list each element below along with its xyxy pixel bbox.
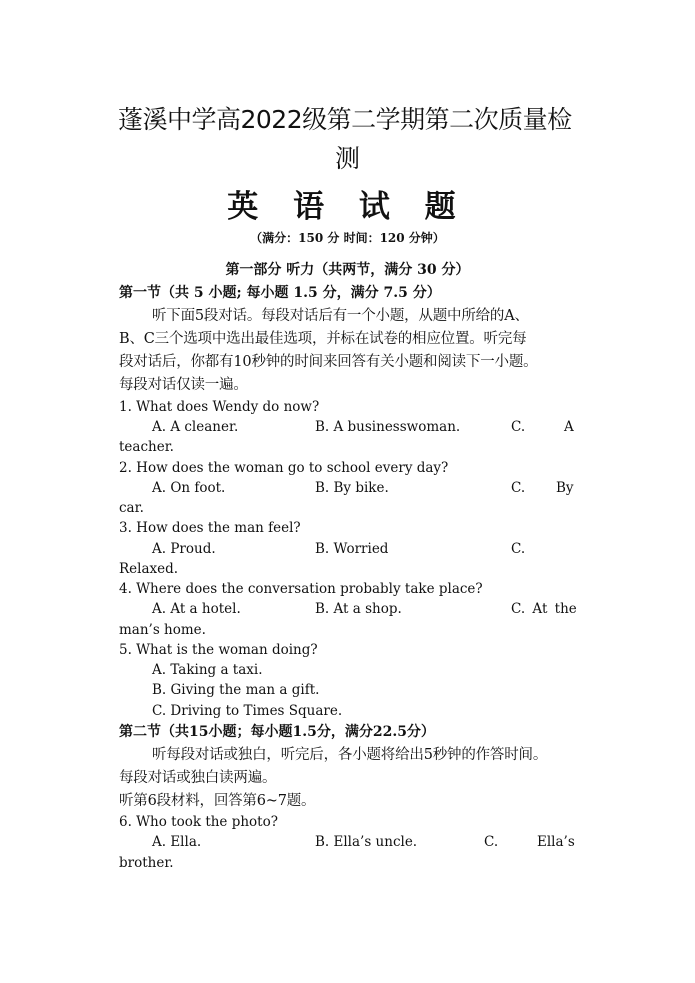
- question-4-stem: 4. Where does the conversation probably take place?: [119, 581, 483, 597]
- question-6-option-a: A. Ella.: [152, 834, 202, 850]
- section1-instruction-1: 听下面5段对话。每段对话后有一个小题，从题中所给的A、: [152, 308, 529, 324]
- exam-title-line2: 测: [334, 144, 360, 173]
- section2-heading: 第二节（共15小题；每小题1.5分，满分22.5分）: [119, 724, 435, 740]
- question-3-option-c-wrap: Relaxed.: [119, 561, 179, 577]
- question-4-option-c-label: C. At the: [511, 601, 577, 617]
- question-1-option-c-wrap: teacher.: [119, 439, 174, 455]
- question-5-stem: 5. What is the woman doing?: [119, 642, 318, 658]
- section1-instruction-3: 段对话后，你都有10秒钟的时间来回答有关小题和阅读下一小题。: [119, 354, 538, 370]
- question-4-option-a: A. At a hotel.: [152, 601, 241, 617]
- question-2-option-b: B. By bike.: [315, 480, 389, 496]
- question-5-option-c: C. Driving to Times Square.: [152, 703, 343, 719]
- question-2-option-c-wrap: car.: [119, 500, 144, 516]
- question-3-option-c-label: C.: [511, 541, 526, 557]
- question-1-stem: 1. What does Wendy do now?: [119, 399, 320, 415]
- question-6-option-c-text: Ella’s: [537, 834, 575, 850]
- question-2-stem: 2. How does the woman go to school every day?: [119, 460, 449, 476]
- question-3-stem: 3. How does the man feel?: [119, 520, 301, 536]
- question-5-option-a: A. Taking a taxi.: [152, 662, 263, 678]
- question-5-option-b: B. Giving the man a gift.: [152, 682, 320, 698]
- section2-instruction-2: 每段对话或独白读两遍。: [119, 770, 277, 786]
- question-3-option-b: B. Worried: [315, 541, 389, 557]
- question-1-option-a: A. A cleaner.: [152, 419, 239, 435]
- question-2-option-c-label: C.: [511, 480, 526, 496]
- exam-title-line1: 蓬溪中学高2022级第二学期第二次质量检: [118, 105, 572, 134]
- question-6-stem: 6. Who took the photo?: [119, 814, 278, 830]
- exam-subject-title: 英 语 试 题: [227, 189, 468, 225]
- question-1-option-c-text: A: [564, 419, 574, 435]
- question-2-option-a: A. On foot.: [152, 480, 226, 496]
- part1-heading: 第一部分 听力（共两节，满分 30 分）: [225, 262, 470, 278]
- question-4-option-b: B. At a shop.: [315, 601, 402, 617]
- section1-heading: 第一节（共 5 小题; 每小题 1.5 分，满分 7.5 分）: [119, 285, 441, 301]
- section1-instruction-4: 每段对话仅读一遍。: [119, 377, 248, 393]
- section2-instruction-1: 听每段对话或独白，听完后，各小题将给出5秒钟的作答时间。: [152, 747, 548, 763]
- question-6-option-c-wrap: brother.: [119, 855, 174, 871]
- question-6-option-b: B. Ella’s uncle.: [315, 834, 418, 850]
- question-3-option-a: A. Proud.: [152, 541, 216, 557]
- section2-material-note: 听第6段材料，回答第6~7题。: [119, 793, 316, 809]
- question-2-option-c-text: By: [556, 480, 574, 496]
- exam-score-time: （满分：150 分 时间：120 分钟）: [250, 231, 445, 245]
- question-1-option-b: B. A businesswoman.: [315, 419, 461, 435]
- question-6-option-c-label: C.: [484, 834, 499, 850]
- question-1-option-c-label: C.: [511, 419, 526, 435]
- question-4-option-c-wrap: man’s home.: [119, 622, 206, 638]
- section1-instruction-2: B、C三个选项中选出最佳选项，并标在试卷的相应位置。听完每: [119, 331, 527, 347]
